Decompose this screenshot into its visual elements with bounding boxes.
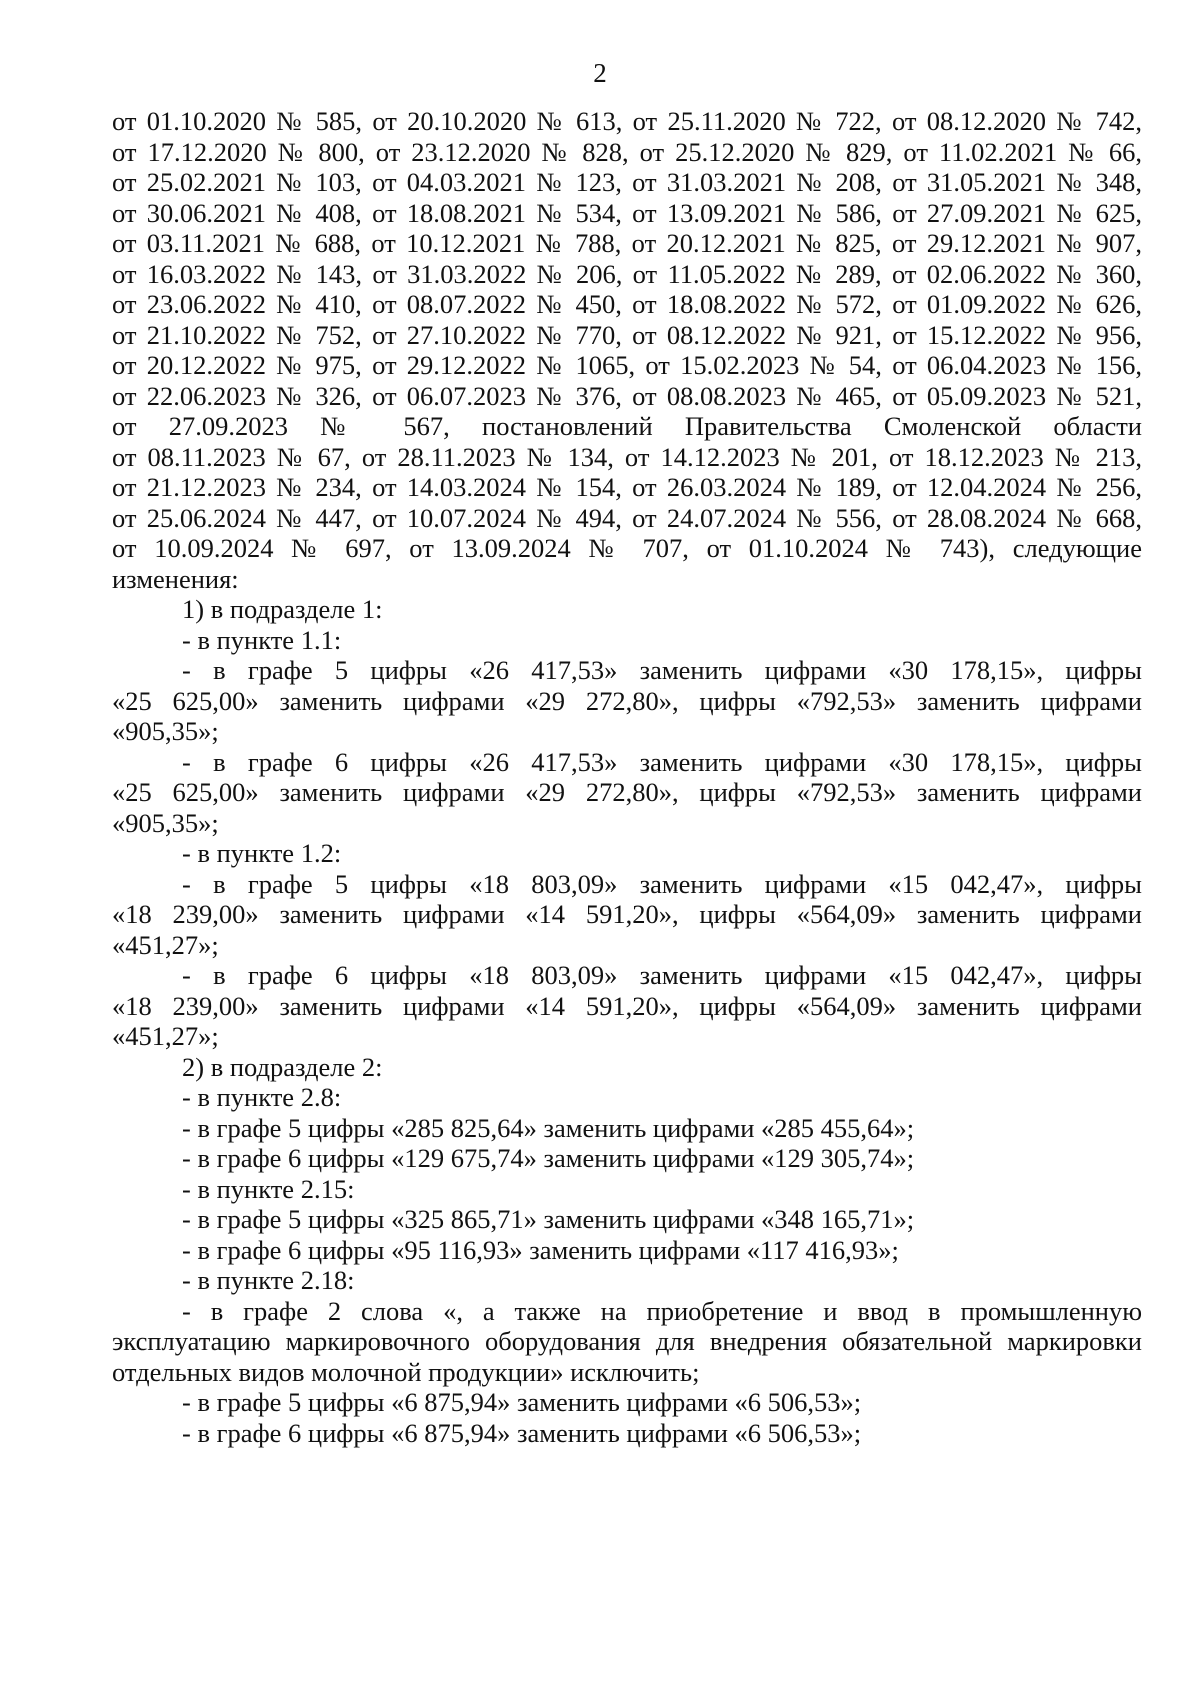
text-line: отдельных видов молочной продукции» исключить; bbox=[112, 1356, 700, 1387]
text-line: от 22.06.2023 № 326, от 06.07.2023 № 376, от 08.08.2023 № 465, от 05.09.2023 № 521, bbox=[112, 380, 1142, 411]
text-line: - в графе 5 цифры «18 803,09» заменить цифрами «15 042,47», цифры bbox=[182, 868, 1142, 899]
text-line: «25 625,00» заменить цифрами «29 272,80», цифры «792,53» заменить цифрами bbox=[112, 777, 1142, 807]
text-line: - в графе 2 слова «, а также на приобретение и ввод в промышленную bbox=[182, 1295, 1142, 1326]
text-line: - в графе 6 цифры «26 417,53» заменить цифрами «30 178,15», цифры bbox=[182, 746, 1142, 777]
text-line: изменения: bbox=[112, 563, 239, 594]
text-line: от 03.11.2021 № 688, от 10.12.2021 № 788, от 20.12.2021 № 825, от 29.12.2021 № 907, bbox=[112, 228, 1142, 258]
text-line: - в графе 6 цифры «95 116,93» заменить цифрами «117 416,93»; bbox=[182, 1234, 899, 1265]
text-line: от 27.09.2023 № 567, постановлений Правительства Смоленской области bbox=[112, 411, 1142, 441]
text-line: - в пункте 2.18: bbox=[182, 1265, 355, 1295]
text-line: эксплуатацию маркировочного оборудования для внедрения обязательной маркировки bbox=[112, 1326, 1142, 1356]
text-line: «25 625,00» заменить цифрами «29 272,80», цифры «792,53» заменить цифрами bbox=[112, 685, 1142, 716]
text-line: - в графе 5 цифры «285 825,64» заменить цифрами «285 455,64»; bbox=[182, 1112, 915, 1143]
document-body bbox=[112, 106, 1142, 1448]
text-line: от 23.06.2022 № 410, от 08.07.2022 № 450, от 18.08.2022 № 572, от 01.09.2022 № 626, bbox=[112, 289, 1142, 319]
text-line: - в пункте 1.1: bbox=[182, 624, 342, 655]
text-line: - в графе 6 цифры «129 675,74» заменить цифрами «129 305,74»; bbox=[182, 1143, 915, 1173]
text-line: - в графе 5 цифры «6 875,94» заменить цифрами «6 506,53»; bbox=[182, 1387, 862, 1417]
text-line: от 17.12.2020 № 800, от 23.12.2020 № 828, от 25.12.2020 № 829, от 11.02.2021 № 66, bbox=[112, 136, 1142, 167]
text-line: от 25.06.2024 № 447, от 10.07.2024 № 494, от 24.07.2024 № 556, от 28.08.2024 № 668, bbox=[112, 502, 1142, 533]
text-line: от 21.12.2023 № 234, от 14.03.2024 № 154, от 26.03.2024 № 189, от 12.04.2024 № 256, bbox=[112, 472, 1142, 502]
text-line: от 01.10.2020 № 585, от 20.10.2020 № 613, от 25.11.2020 № 722, от 08.12.2020 № 742, bbox=[112, 106, 1142, 136]
text-line: от 21.10.2022 № 752, от 27.10.2022 № 770, от 08.12.2022 № 921, от 15.12.2022 № 956, bbox=[112, 319, 1142, 350]
text-line: от 20.12.2022 № 975, от 29.12.2022 № 1065, от 15.02.2023 № 54, от 06.04.2023 № 156, bbox=[112, 350, 1142, 380]
text-line: «18 239,00» заменить цифрами «14 591,20», цифры «564,09» заменить цифрами bbox=[112, 899, 1142, 929]
text-line: 1) в подразделе 1: bbox=[182, 594, 383, 624]
text-line: «905,35»; bbox=[112, 716, 219, 746]
text-line: от 16.03.2022 № 143, от 31.03.2022 № 206, от 11.05.2022 № 289, от 02.06.2022 № 360, bbox=[112, 258, 1142, 289]
text-line: «451,27»; bbox=[112, 929, 219, 960]
text-line: от 08.11.2023 № 67, от 28.11.2023 № 134, от 14.12.2023 № 201, от 18.12.2023 № 213, bbox=[112, 441, 1142, 472]
text-line: 2) в подразделе 2: bbox=[182, 1051, 383, 1082]
text-line: от 25.02.2021 № 103, от 04.03.2021 № 123, от 31.03.2021 № 208, от 31.05.2021 № 348, bbox=[112, 167, 1142, 197]
text-line: - в пункте 2.15: bbox=[182, 1173, 355, 1204]
text-line: - в графе 6 цифры «18 803,09» заменить цифрами «15 042,47», цифры bbox=[182, 960, 1142, 990]
text-line: от 30.06.2021 № 408, от 18.08.2021 № 534, от 13.09.2021 № 586, от 27.09.2021 № 625, bbox=[112, 197, 1142, 228]
page-number: 2 bbox=[593, 58, 607, 88]
text-line: «905,35»; bbox=[112, 807, 219, 838]
text-line: - в графе 5 цифры «26 417,53» заменить цифрами «30 178,15», цифры bbox=[182, 655, 1142, 685]
text-line: - в пункте 2.8: bbox=[182, 1082, 342, 1112]
text-line: - в пункте 1.2: bbox=[182, 838, 342, 868]
text-line: «18 239,00» заменить цифрами «14 591,20», цифры «564,09» заменить цифрами bbox=[112, 990, 1142, 1021]
text-line: - в графе 5 цифры «325 865,71» заменить цифрами «348 165,71»; bbox=[182, 1204, 915, 1234]
text-line: «451,27»; bbox=[112, 1021, 219, 1051]
text-line: - в графе 6 цифры «6 875,94» заменить цифрами «6 506,53»; bbox=[182, 1417, 862, 1448]
text-line: от 10.09.2024 № 697, от 13.09.2024 № 707, от 01.10.2024 № 743), следующие bbox=[112, 533, 1142, 563]
